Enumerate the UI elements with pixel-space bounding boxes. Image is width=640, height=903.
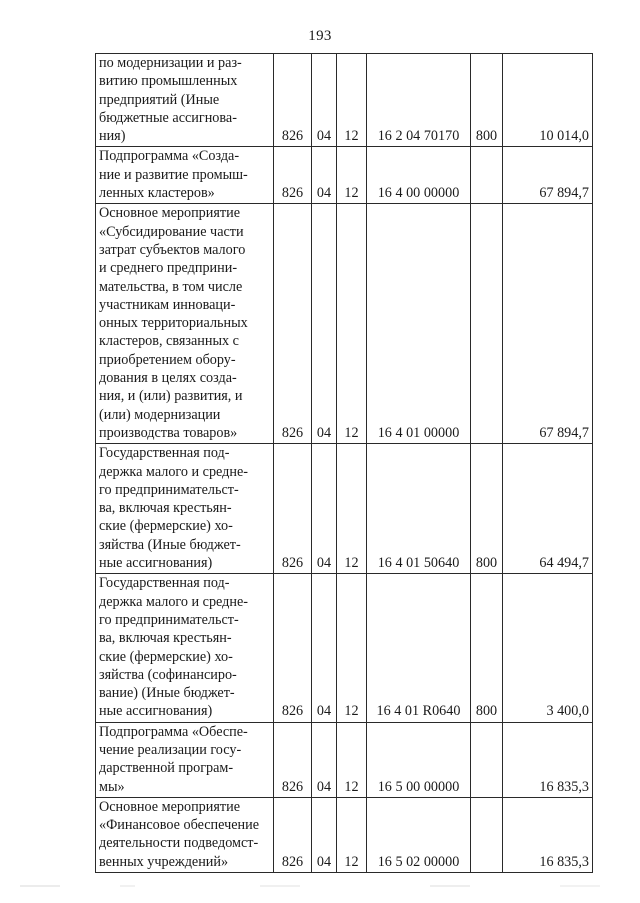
item-name-cell — [96, 722, 274, 797]
subsection-code-cell: 12 — [337, 722, 367, 797]
expense-type-cell: 800 — [471, 54, 503, 147]
item-name-line: ленных кластеров» — [99, 185, 215, 202]
item-name-line: Государственная под- — [99, 575, 230, 592]
subsection-code-cell: 12 — [337, 797, 367, 872]
item-name-line: производства товаров» — [99, 424, 238, 441]
item-name-line: затрат субъектов малого — [99, 241, 246, 258]
subsection-code-cell: 12 — [337, 204, 367, 444]
target-article-cell: 16 2 04 70170 — [367, 54, 471, 147]
item-name-line: бюджетные ассигнова- — [99, 109, 237, 126]
amount-cell: 10 014,0 — [503, 54, 593, 147]
item-name-line: ва, включая крестьян- — [99, 500, 232, 517]
item-name-line: участникам инноваци- — [99, 296, 236, 313]
table-row — [96, 574, 593, 722]
item-name-line: зяйства (Иные бюджет- — [99, 536, 241, 553]
amount-cell: 67 894,7 — [503, 147, 593, 204]
item-name-cell — [96, 54, 274, 147]
table-row — [96, 54, 593, 147]
ministry-code-cell: 826 — [274, 797, 312, 872]
target-article-cell: 16 4 00 00000 — [367, 147, 471, 204]
item-name-line: Основное мероприятие — [99, 798, 240, 815]
table-row — [96, 797, 593, 872]
ministry-code-cell: 826 — [274, 444, 312, 574]
item-name-line: ские (фермерские) хо- — [99, 648, 233, 665]
amount-cell: 64 494,7 — [503, 444, 593, 574]
item-name-line: держка малого и средне- — [99, 463, 248, 480]
item-name-line: онных территориальных — [99, 315, 248, 332]
item-name-line: по модернизации и раз- — [99, 55, 242, 71]
item-name-line: и среднего предприни- — [99, 260, 238, 277]
item-name-cell — [96, 204, 274, 444]
item-name-line: витию промышленных — [99, 73, 238, 90]
item-name-line: мы» — [99, 778, 125, 795]
subsection-code-cell: 12 — [337, 574, 367, 722]
page-number: 193 — [308, 28, 332, 44]
budget-table — [95, 53, 593, 873]
item-name-line: (или) модернизации — [99, 406, 221, 423]
ministry-code-cell: 826 — [274, 722, 312, 797]
item-name-line: ния) — [99, 128, 126, 145]
item-name-line: предприятий (Иные — [99, 91, 220, 108]
item-name-line: кластеров, связанных с — [99, 333, 239, 350]
amount-cell: 67 894,7 — [503, 204, 593, 444]
expense-type-cell: 800 — [471, 574, 503, 722]
expense-type-cell — [471, 204, 503, 444]
expense-type-cell — [471, 147, 503, 204]
section-code-cell: 04 — [312, 444, 337, 574]
item-name-line: ные ассигнования) — [99, 703, 213, 720]
target-article-cell: 16 4 01 50640 — [367, 444, 471, 574]
ministry-code-cell: 826 — [274, 147, 312, 204]
ministry-code-cell: 826 — [274, 574, 312, 722]
item-name-line: ва, включая крестьян- — [99, 630, 232, 647]
table-row — [96, 444, 593, 574]
section-code-cell: 04 — [312, 574, 337, 722]
item-name-line: вание) (Иные бюджет- — [99, 685, 235, 702]
item-name-cell — [96, 444, 274, 574]
item-name-line: приобретением обору- — [99, 351, 236, 368]
item-name-line: венных учреждений» — [99, 853, 229, 870]
item-name-line: «Финансовое обеспечение — [99, 817, 260, 834]
amount-cell: 3 400,0 — [503, 574, 593, 722]
item-name-line: Подпрограмма «Созда- — [99, 148, 240, 165]
item-name-line: Основное мероприятие — [99, 205, 240, 222]
item-name-line: чение реализации госу- — [99, 741, 242, 758]
table-row — [96, 722, 593, 797]
item-name-line: ние и развитие промыш- — [99, 166, 248, 183]
item-name-line: зяйства (софинансиро- — [99, 666, 237, 683]
item-name-line: ские (фермерские) хо- — [99, 518, 233, 535]
expense-type-cell — [471, 722, 503, 797]
item-name-line: Подпрограмма «Обеспе- — [99, 723, 248, 740]
section-code-cell: 04 — [312, 797, 337, 872]
item-name-line: го предпринимательст- — [99, 481, 239, 498]
table-row — [96, 204, 593, 444]
table-row — [96, 147, 593, 204]
expense-type-cell — [471, 797, 503, 872]
ministry-code-cell: 826 — [274, 204, 312, 444]
target-article-cell: 16 4 01 R0640 — [367, 574, 471, 722]
item-name-line: го предпринимательст- — [99, 611, 239, 628]
item-name-line: мательства, в том числе — [99, 278, 243, 295]
section-code-cell: 04 — [312, 147, 337, 204]
item-name-line: «Субсидирование части — [99, 223, 244, 240]
target-article-cell: 16 5 00 00000 — [367, 722, 471, 797]
section-code-cell: 04 — [312, 54, 337, 147]
amount-cell: 16 835,3 — [503, 797, 593, 872]
item-name-line: деятельности подведомст- — [99, 835, 259, 852]
item-name-line: дования в целях созда- — [99, 370, 237, 387]
item-name-line: дарственной програм- — [99, 760, 234, 777]
section-code-cell: 04 — [312, 722, 337, 797]
subsection-code-cell: 12 — [337, 444, 367, 574]
subsection-code-cell: 12 — [337, 54, 367, 147]
budget-table-body — [96, 54, 593, 873]
section-code-cell: 04 — [312, 204, 337, 444]
item-name-line: ные ассигнования) — [99, 555, 213, 572]
scan-edge-marks — [0, 885, 640, 887]
item-name-line: Государственная под- — [99, 445, 230, 462]
ministry-code-cell: 826 — [274, 54, 312, 147]
target-article-cell: 16 5 02 00000 — [367, 797, 471, 872]
item-name-line: держка малого и средне- — [99, 593, 248, 610]
expense-type-cell: 800 — [471, 444, 503, 574]
item-name-cell — [96, 797, 274, 872]
subsection-code-cell: 12 — [337, 147, 367, 204]
target-article-cell: 16 4 01 00000 — [367, 204, 471, 444]
item-name-cell — [96, 147, 274, 204]
item-name-cell — [96, 574, 274, 722]
item-name-line: ния, и (или) развития, и — [99, 388, 243, 405]
amount-cell: 16 835,3 — [503, 722, 593, 797]
